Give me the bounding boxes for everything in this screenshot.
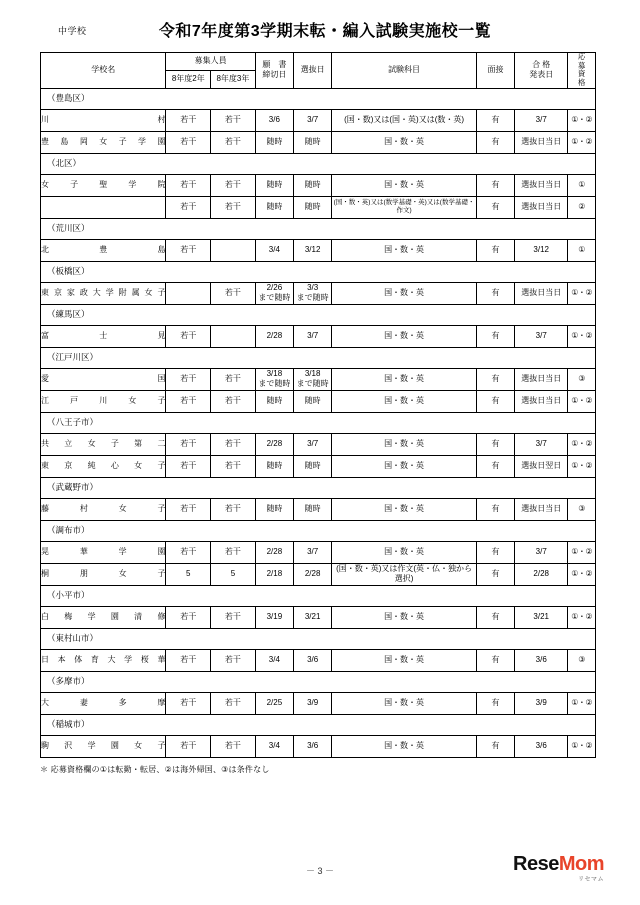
grade2-capacity-cell: 若干: [166, 109, 211, 131]
header-result-date-line2: 発表日: [529, 70, 554, 80]
qualification-cell: ①・②: [568, 563, 596, 585]
interview-cell: 有: [476, 174, 514, 196]
selection-date-cell: 3/7: [294, 109, 332, 131]
interview-cell: 有: [476, 455, 514, 477]
grade3-capacity-cell: 若干: [211, 282, 256, 304]
grade3-capacity-cell: 若干: [211, 433, 256, 455]
grade2-capacity-cell: [166, 282, 211, 304]
qualification-cell: ①: [568, 239, 596, 261]
result-date-cell: 選抜日当日: [515, 131, 568, 153]
application-deadline-cell: 2/28: [255, 325, 293, 347]
interview-cell: 有: [476, 735, 514, 757]
interview-cell: 有: [476, 498, 514, 520]
application-deadline-cell: 随時: [255, 455, 293, 477]
subjects-cell: 国・数・英: [332, 131, 477, 153]
grade2-capacity-cell: 若干: [166, 606, 211, 628]
district-row: [41, 477, 596, 498]
school-name-cell: [41, 131, 166, 153]
interview-cell: 有: [476, 196, 514, 218]
grade2-capacity-cell: 若干: [166, 239, 211, 261]
school-name-cell: [41, 541, 166, 563]
subjects-cell: 国・数・英: [332, 735, 477, 757]
application-deadline-cell: 3/4: [255, 649, 293, 671]
grade3-capacity-cell: 若干: [211, 368, 256, 390]
subjects-cell: 国・数・英: [332, 282, 477, 304]
subjects-cell: 国・数・英: [332, 433, 477, 455]
grade3-capacity-cell: 5: [211, 563, 256, 585]
school-name-text: 豊島岡女子学園: [41, 137, 166, 146]
district-label: （八王子市）: [41, 412, 596, 433]
table-head: [41, 53, 596, 89]
selection-date-cell: 3/7: [294, 433, 332, 455]
application-deadline-cell: 2/28: [255, 541, 293, 563]
interview-cell: 有: [476, 692, 514, 714]
table-row: [41, 606, 596, 628]
application-deadline-cell: 随時: [255, 131, 293, 153]
district-row: [41, 304, 596, 325]
school-name-text: 駒沢学園女子: [41, 741, 166, 750]
grade3-capacity-cell: [211, 325, 256, 347]
header-qualification-line4: 格: [577, 77, 586, 87]
result-date-cell: 3/7: [515, 109, 568, 131]
subjects-cell: 国・数・英: [332, 368, 477, 390]
qualification-cell: ③: [568, 649, 596, 671]
table-row: [41, 282, 596, 304]
district-row: [41, 628, 596, 649]
header-application-deadline: [255, 53, 293, 89]
grade3-capacity-cell: 若干: [211, 174, 256, 196]
application-deadline-cell: 3/19: [255, 606, 293, 628]
result-date-cell: 選抜日当日: [515, 282, 568, 304]
school-name-cell: [41, 498, 166, 520]
brand-logo: [513, 853, 604, 883]
table-row: [41, 455, 596, 477]
page-header: [40, 18, 600, 44]
school-name-cell: [41, 735, 166, 757]
table-row: [41, 109, 596, 131]
result-date-cell: 3/7: [515, 325, 568, 347]
brand-subtitle: リセマム: [578, 877, 604, 883]
selection-date-cell: 3/6: [294, 649, 332, 671]
grade2-capacity-cell: 若干: [166, 196, 211, 218]
qualification-cell: ①・②: [568, 282, 596, 304]
district-row: [41, 585, 596, 606]
header-capacity: 募集人員: [166, 53, 255, 71]
grade2-capacity-cell: 若干: [166, 455, 211, 477]
application-deadline-cell: 随時: [255, 174, 293, 196]
interview-cell: 有: [476, 541, 514, 563]
selection-date-cell: 3/21: [294, 606, 332, 628]
application-deadline-cell: 随時: [255, 498, 293, 520]
district-label: （練馬区）: [41, 304, 596, 325]
qualification-cell: ①・②: [568, 735, 596, 757]
grade2-capacity-cell: 若干: [166, 498, 211, 520]
result-date-cell: 3/12: [515, 239, 568, 261]
header-grade2: 8年度2年: [166, 70, 211, 88]
qualification-cell: ①・②: [568, 606, 596, 628]
school-name-cell: [41, 109, 166, 131]
header-qualification-line3: 資: [577, 69, 586, 79]
school-name-cell: [41, 196, 166, 218]
grade3-capacity-cell: 若干: [211, 109, 256, 131]
application-deadline-cell: 2/26 まで随時: [255, 282, 293, 304]
result-date-cell: 選抜日当日: [515, 368, 568, 390]
qualification-cell: ①・②: [568, 390, 596, 412]
header-qualification: [568, 53, 596, 89]
result-date-cell: 3/9: [515, 692, 568, 714]
brand-name: ReseMom: [513, 853, 604, 875]
school-name-text: 北 豊 島: [41, 245, 166, 254]
district-row: [41, 714, 596, 735]
grade2-capacity-cell: 若干: [166, 131, 211, 153]
table-row: [41, 131, 596, 153]
district-label: （豊島区）: [41, 88, 596, 109]
table-row: [41, 368, 596, 390]
district-row: [41, 671, 596, 692]
qualification-cell: ②: [568, 196, 596, 218]
grade2-capacity-cell: 若干: [166, 433, 211, 455]
header-application-deadline-line2: 締切日: [262, 70, 287, 80]
application-deadline-cell: 2/25: [255, 692, 293, 714]
grade3-capacity-cell: 若干: [211, 606, 256, 628]
subjects-cell: 国・数・英: [332, 541, 477, 563]
table-body: [41, 88, 596, 757]
grade2-capacity-cell: 若干: [166, 390, 211, 412]
header-result-date: [515, 53, 568, 89]
subjects-cell: 国・数・英: [332, 692, 477, 714]
page-number: － 3 －: [305, 866, 334, 876]
table-row: [41, 649, 596, 671]
school-level-label: 中学校: [58, 26, 87, 36]
result-date-cell: 3/7: [515, 541, 568, 563]
school-name-cell: [41, 325, 166, 347]
school-name-text: 江戸川女子: [41, 396, 166, 405]
result-date-cell: 選抜日当日: [515, 390, 568, 412]
school-name-text: 富 士 見: [41, 331, 166, 340]
school-name-cell: [41, 455, 166, 477]
grade3-capacity-cell: [211, 239, 256, 261]
application-deadline-cell: 3/4: [255, 735, 293, 757]
school-name-text: 白梅学園清修: [41, 612, 166, 621]
selection-date-cell: 随時: [294, 455, 332, 477]
subjects-cell: (国・数・英)又は作文(英・仏・独から選択): [332, 563, 477, 585]
application-deadline-cell: 3/18 まで随時: [255, 368, 293, 390]
school-name-cell: [41, 282, 166, 304]
selection-date-cell: 3/7: [294, 325, 332, 347]
district-row: [41, 153, 596, 174]
subjects-cell: 国・数・英: [332, 606, 477, 628]
school-name-text: 東京家政大学附属女子: [41, 288, 166, 297]
qualification-cell: ③: [568, 498, 596, 520]
school-name-text: 東京純心女子: [41, 461, 166, 470]
school-name-cell: [41, 390, 166, 412]
interview-cell: 有: [476, 282, 514, 304]
subjects-cell: 国・数・英: [332, 498, 477, 520]
selection-date-cell: 3/7: [294, 541, 332, 563]
result-date-cell: 3/21: [515, 606, 568, 628]
grade3-capacity-cell: 若干: [211, 196, 256, 218]
table-row: [41, 433, 596, 455]
header-qualification-line1: 応: [577, 52, 586, 61]
subjects-cell: 国・数・英: [332, 390, 477, 412]
qualification-cell: ①: [568, 174, 596, 196]
application-deadline-cell: 2/18: [255, 563, 293, 585]
interview-cell: 有: [476, 325, 514, 347]
selection-date-cell: 随時: [294, 131, 332, 153]
table-row: [41, 541, 596, 563]
interview-cell: 有: [476, 368, 514, 390]
school-name-text: 晃 華 学 園: [41, 547, 166, 556]
grade2-capacity-cell: 若干: [166, 174, 211, 196]
selection-date-cell: 随時: [294, 498, 332, 520]
school-name-cell: [41, 692, 166, 714]
table-row: [41, 325, 596, 347]
school-name-cell: [41, 433, 166, 455]
school-name-text: 藤 村 女 子: [41, 504, 166, 513]
table-row: [41, 174, 596, 196]
district-row: [41, 88, 596, 109]
selection-date-cell: 3/3 まで随時: [294, 282, 332, 304]
qualification-cell: ①・②: [568, 455, 596, 477]
qualification-cell: ①・②: [568, 131, 596, 153]
application-deadline-cell: 3/6: [255, 109, 293, 131]
school-name-text: 川 村: [41, 115, 166, 124]
selection-date-cell: 随時: [294, 390, 332, 412]
table-row: [41, 563, 596, 585]
result-date-cell: 3/7: [515, 433, 568, 455]
subjects-cell: 国・数・英: [332, 455, 477, 477]
district-row: [41, 218, 596, 239]
qualification-cell: ①・②: [568, 692, 596, 714]
header-qualification-line2: 募: [577, 60, 586, 70]
school-name-text: 共立女子第二: [41, 439, 166, 448]
district-row: [41, 520, 596, 541]
selection-date-cell: 3/12: [294, 239, 332, 261]
result-date-cell: 3/6: [515, 735, 568, 757]
qualification-cell: ①・②: [568, 109, 596, 131]
application-deadline-cell: 2/28: [255, 433, 293, 455]
application-deadline-cell: 随時: [255, 390, 293, 412]
district-label: （東村山市）: [41, 628, 596, 649]
header-application-deadline-line1: 願 書: [262, 60, 287, 70]
grade3-capacity-cell: 若干: [211, 390, 256, 412]
district-label: （稲城市）: [41, 714, 596, 735]
district-label: （江戸川区）: [41, 347, 596, 368]
grade3-capacity-cell: 若干: [211, 455, 256, 477]
selection-date-cell: 随時: [294, 196, 332, 218]
subjects-cell: 国・数・英: [332, 325, 477, 347]
interview-cell: 有: [476, 649, 514, 671]
subjects-cell: (国・数・英)又は(数学基礎・英)又は(数学基礎・作文): [332, 196, 477, 218]
table-row: [41, 735, 596, 757]
interview-cell: 有: [476, 131, 514, 153]
header-selection-date: 選抜日: [294, 53, 332, 89]
subjects-cell: 国・数・英: [332, 649, 477, 671]
page-title: 令和7年度第3学期末転・編入試験実施校一覧: [158, 23, 492, 40]
school-name-text: 愛 国: [41, 374, 166, 383]
school-name-cell: [41, 368, 166, 390]
grade2-capacity-cell: 若干: [166, 692, 211, 714]
grade3-capacity-cell: 若干: [211, 541, 256, 563]
school-name-text: 大 妻 多 摩: [41, 698, 166, 707]
district-label: （板橋区）: [41, 261, 596, 282]
grade2-capacity-cell: 若干: [166, 325, 211, 347]
table-row: [41, 390, 596, 412]
interview-cell: 有: [476, 606, 514, 628]
qualification-note: ＊ 応募資格欄の①は転勤・転居、②は海外帰国、③は条件なし: [40, 764, 270, 774]
district-label: （北区）: [41, 153, 596, 174]
result-date-cell: 選抜日翌日: [515, 455, 568, 477]
interview-cell: 有: [476, 390, 514, 412]
grade2-capacity-cell: 若干: [166, 735, 211, 757]
school-name-cell: [41, 174, 166, 196]
application-deadline-cell: 3/4: [255, 239, 293, 261]
subjects-cell: 国・数・英: [332, 174, 477, 196]
qualification-cell: ①・②: [568, 433, 596, 455]
subjects-cell: 国・数・英: [332, 239, 477, 261]
subjects-cell: (国・数)又は(国・英)又は(数・英): [332, 109, 477, 131]
district-row: [41, 347, 596, 368]
district-label: （武蔵野市）: [41, 477, 596, 498]
table-row: [41, 196, 596, 218]
table-row: [41, 692, 596, 714]
grade3-capacity-cell: 若干: [211, 131, 256, 153]
result-date-cell: 選抜日当日: [515, 174, 568, 196]
grade2-capacity-cell: 若干: [166, 649, 211, 671]
interview-cell: 有: [476, 563, 514, 585]
district-row: [41, 261, 596, 282]
result-date-cell: 2/28: [515, 563, 568, 585]
school-name-text: 女子聖学院: [41, 180, 166, 189]
grade2-capacity-cell: 若干: [166, 541, 211, 563]
grade2-capacity-cell: 若干: [166, 368, 211, 390]
interview-cell: 有: [476, 433, 514, 455]
header-result-date-line1: 合 格: [532, 60, 551, 70]
school-name-cell: [41, 606, 166, 628]
selection-date-cell: 3/9: [294, 692, 332, 714]
district-row: [41, 412, 596, 433]
selection-date-cell: 2/28: [294, 563, 332, 585]
school-name-text: 日本体育大学桜華: [41, 655, 166, 664]
qualification-cell: ③: [568, 368, 596, 390]
header-subjects: 試験科目: [332, 53, 477, 89]
selection-date-cell: 3/18 まで随時: [294, 368, 332, 390]
selection-date-cell: 随時: [294, 174, 332, 196]
qualification-cell: ①・②: [568, 325, 596, 347]
header-grade3: 8年度3年: [211, 70, 256, 88]
transfer-exam-table: [40, 52, 596, 758]
application-deadline-cell: 随時: [255, 196, 293, 218]
interview-cell: 有: [476, 239, 514, 261]
district-label: （荒川区）: [41, 218, 596, 239]
result-date-cell: 選抜日当日: [515, 196, 568, 218]
table-row: [41, 498, 596, 520]
header-interview: 面接: [476, 53, 514, 89]
table-row: [41, 239, 596, 261]
school-name-text: 桐 朋 女 子: [41, 569, 166, 578]
selection-date-cell: 3/6: [294, 735, 332, 757]
result-date-cell: 3/6: [515, 649, 568, 671]
grade3-capacity-cell: 若干: [211, 649, 256, 671]
school-name-cell: [41, 239, 166, 261]
interview-cell: 有: [476, 109, 514, 131]
grade3-capacity-cell: 若干: [211, 692, 256, 714]
header-school-name: 学校名: [41, 53, 166, 89]
district-label: （小平市）: [41, 585, 596, 606]
result-date-cell: 選抜日当日: [515, 498, 568, 520]
school-name-cell: [41, 649, 166, 671]
grade3-capacity-cell: 若干: [211, 735, 256, 757]
district-label: （多摩市）: [41, 671, 596, 692]
district-label: （調布市）: [41, 520, 596, 541]
school-name-cell: [41, 563, 166, 585]
grade2-capacity-cell: 5: [166, 563, 211, 585]
grade3-capacity-cell: 若干: [211, 498, 256, 520]
qualification-cell: ①・②: [568, 541, 596, 563]
